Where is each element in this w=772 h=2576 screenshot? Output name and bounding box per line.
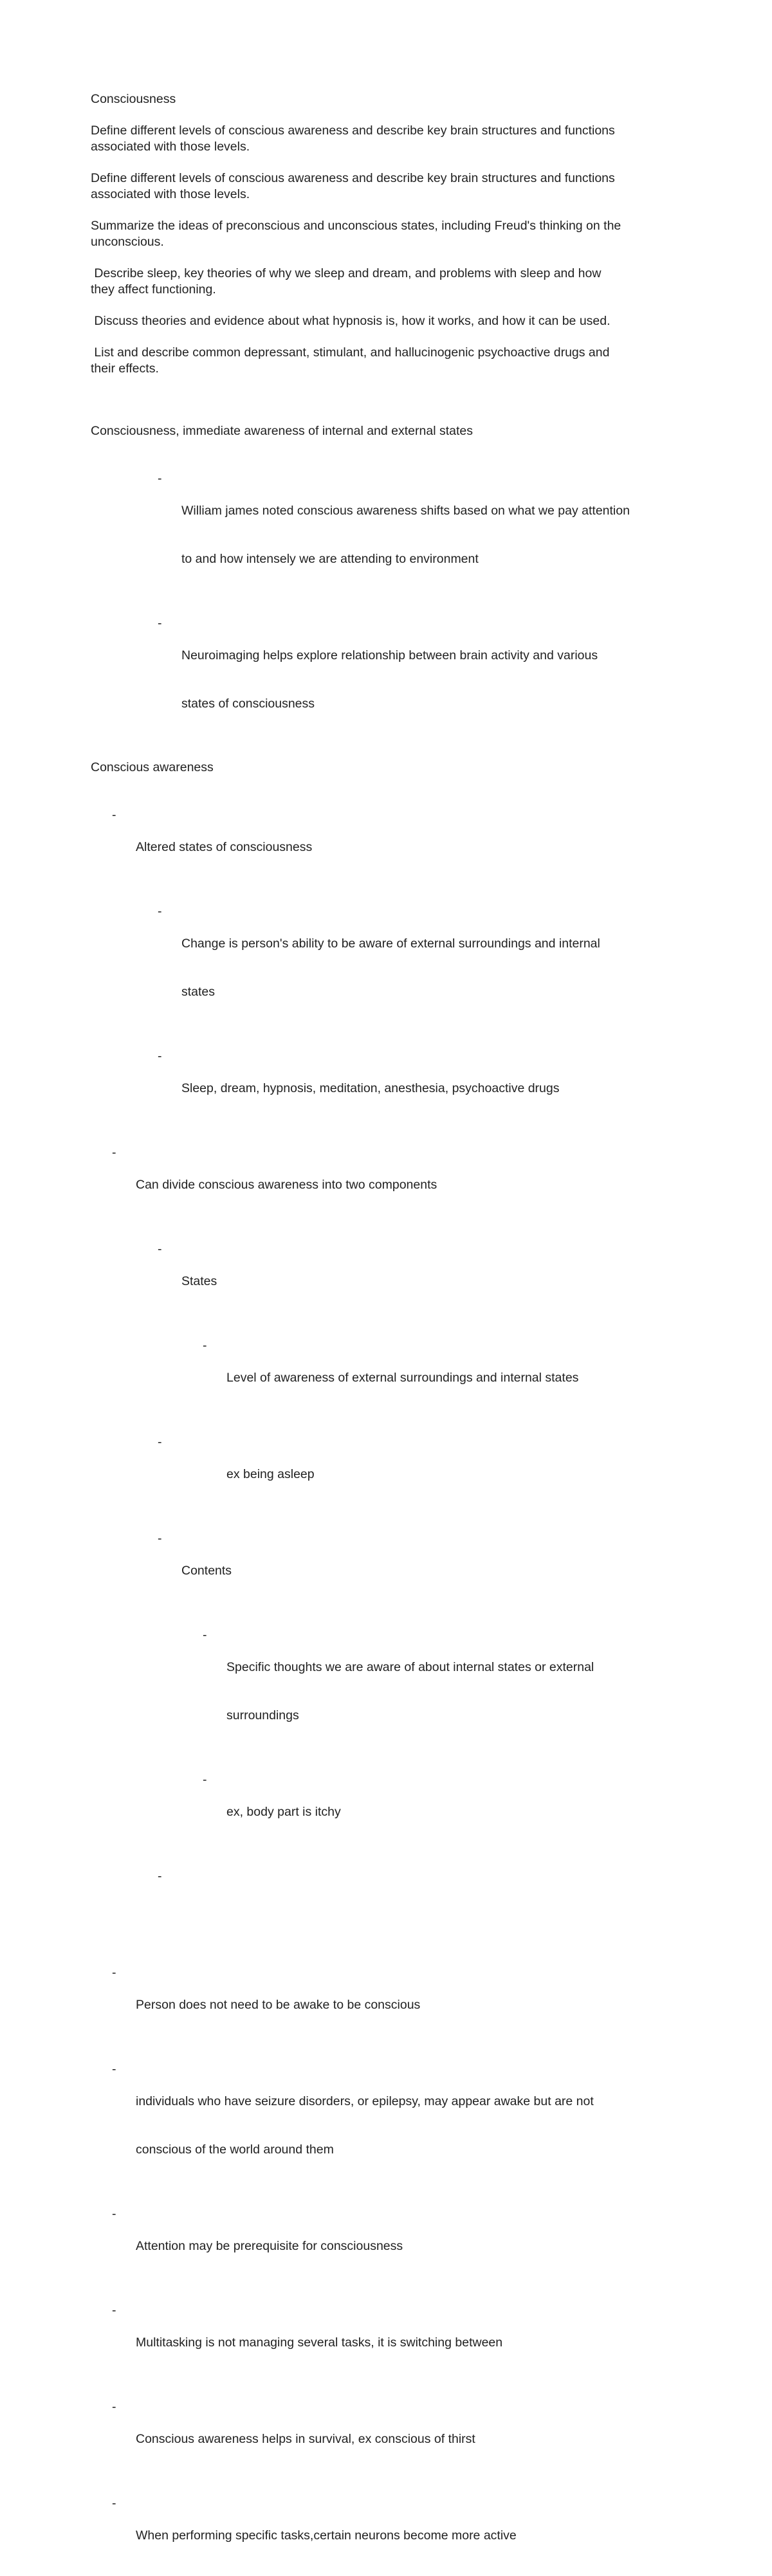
objective-line: Discuss theories and evidence about what hypnosis is, how it works, and how it can be used. [91,314,611,328]
list-item-text: states of consciousness [181,697,315,711]
list-item [91,1756,683,1852]
bullet-dash: - [112,808,116,822]
list-item [91,599,683,744]
objective-3 [91,218,683,250]
list-item-text: Attention may be prerequisite for consciousness [136,2239,403,2253]
list-item-text: ex being asleep [226,1467,315,1481]
list-item-text: When performing specific tasks,certain neurons become more active [136,2528,517,2543]
list-item [91,2045,683,2190]
list-item [91,1322,683,1418]
list-item-text: Neuroimaging helps explore relationship between brain activity and various [181,648,598,662]
bullet-dash: - [203,1773,207,1787]
list-item [91,2480,683,2576]
list-item [91,791,683,888]
bullet-dash: - [203,1628,207,1642]
bullet-dash: - [112,1966,116,1980]
list-item-text: Person does not need to be awake to be conscious [136,1998,421,2012]
objective-1 [91,123,683,155]
list-item [91,455,683,599]
list-item [91,888,683,1032]
list-item [91,1032,683,1129]
objective-5 [91,313,683,329]
objective-4 [91,266,683,298]
bullet-dash: - [112,2496,116,2510]
list-item [91,1225,683,1322]
bullet-dash: - [158,616,162,630]
awareness-list [91,791,683,2576]
list-item [91,2287,683,2383]
list-item [91,1611,683,1756]
bullet-dash: - [158,471,162,486]
list-item-text: to and how intensely we are attending to environment [181,552,479,566]
definition-list [91,455,683,744]
list-item-text: Can divide conscious awareness into two components [136,1178,437,1192]
list-item-text: Sleep, dream, hypnosis, meditation, anesthesia, psychoactive drugs [181,1081,560,1095]
bullet-dash: - [112,2207,116,2221]
list-item [91,1515,683,1611]
list-item-text: states [181,985,216,999]
awareness-heading: Conscious awareness [91,760,214,774]
list-item-text: States [181,1274,217,1288]
list-item [91,2383,683,2480]
bullet-dash: - [112,2303,116,2317]
bullet-dash: - [112,2400,116,2414]
bullet-dash: - [158,1435,162,1449]
bullet-dash: - [158,904,162,918]
list-item-text [181,1901,683,1917]
list-item-text: Multitasking is not managing several tasks, it is switching between [136,2335,503,2350]
document-page [91,91,683,2576]
objective-line: Summarize the ideas of preconscious and unconscious states, including Freud's thinking on the [91,219,621,233]
list-item-text: Contents [181,1564,232,1578]
objective-line: their effects. [91,361,159,376]
objective-line: unconscious. [91,235,164,249]
list-item-text: Change is person's ability to be aware of external surroundings and internal [181,936,600,951]
list-item [91,1949,683,2045]
bullet-dash: - [112,2062,116,2076]
document-title: Consciousness [91,92,176,106]
bullet-dash: - [158,1869,162,1883]
list-item-text: William james noted conscious awareness shifts based on what we pay attention [181,504,630,518]
list-item [91,2190,683,2287]
list-item-text: surroundings [226,1708,299,1722]
bullet-dash: - [158,1242,162,1256]
list-item-text: Conscious awareness helps in survival, ex conscious of thirst [136,2432,475,2446]
bullet-dash: - [158,1531,162,1546]
objective-line: Define different levels of conscious awareness and describe key brain structures and functions [91,171,615,185]
list-item [91,1129,683,1225]
list-item [91,1852,683,1949]
list-item-text: individuals who have seizure disorders, or epilepsy, may appear awake but are not [136,2094,594,2108]
objective-line: they affect functioning. [91,282,216,297]
objective-line: Describe sleep, key theories of why we sleep and dream, and problems with sleep and how [91,266,602,280]
bullet-dash: - [112,1146,116,1160]
objective-line: Define different levels of conscious awareness and describe key brain structures and functions [91,123,615,138]
objective-line: associated with those levels. [91,187,250,201]
objective-line: List and describe common depressant, stimulant, and hallucinogenic psychoactive drugs and [91,345,610,360]
list-item-text: Level of awareness of external surroundings and internal states [226,1371,579,1385]
definition-heading: Consciousness, immediate awareness of internal and external states [91,424,473,438]
bullet-dash: - [158,1049,162,1063]
list-item-text: conscious of the world around them [136,2142,334,2157]
objective-line: associated with those levels. [91,140,250,154]
objective-6 [91,345,683,377]
list-item-text: Specific thoughts we are aware of about internal states or external [226,1660,594,1674]
list-item [91,1418,683,1515]
bullet-dash: - [203,1338,207,1353]
list-item-text: Altered states of consciousness [136,840,313,854]
list-item-text: ex, body part is itchy [226,1805,341,1819]
objective-2 [91,170,683,203]
